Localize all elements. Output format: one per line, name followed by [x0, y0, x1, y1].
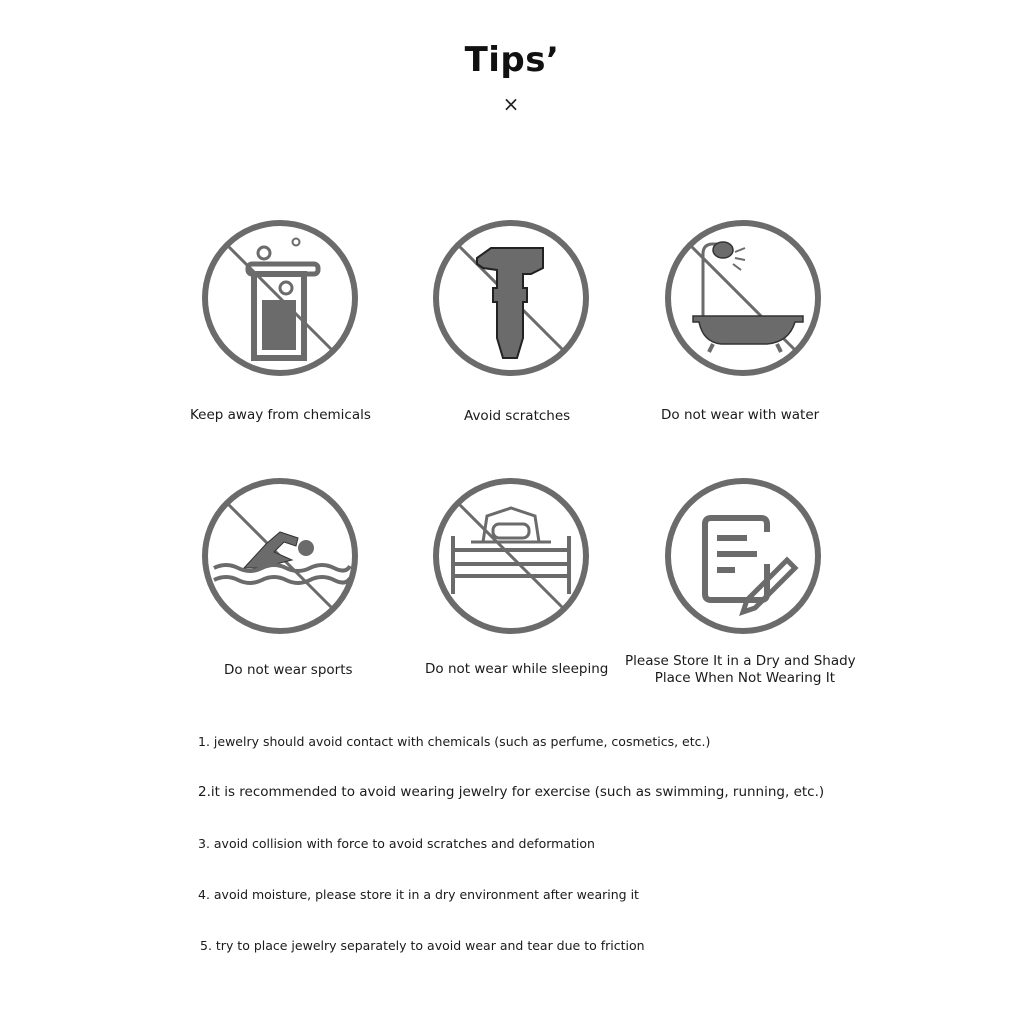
icon-label-water: Do not wear with water — [661, 407, 820, 423]
tip-item: 5. try to place jewelry separately to avoid wear and tear due to friction — [200, 938, 645, 953]
tip-item: 4. avoid moisture, please store it in a dry environment after wearing it — [198, 887, 639, 902]
scratches-prohibited-icon — [431, 218, 591, 378]
sports-prohibited-icon — [200, 476, 360, 636]
icon-label-store-line1: Please Store It in a Dry and Shady — [625, 653, 856, 669]
tip-item: 2.it is recommended to avoid wearing jewelry for exercise (such as swimming, running, etc.) — [198, 784, 825, 800]
close-icon[interactable]: × — [502, 92, 520, 116]
icon-label-chemicals: Keep away from chemicals — [190, 407, 371, 423]
page-title: Tips’ — [464, 40, 560, 80]
sleeping-prohibited-icon — [431, 476, 591, 636]
icon-label-sports: Do not wear sports — [224, 662, 353, 678]
tip-item: 3. avoid collision with force to avoid scratches and deformation — [198, 836, 595, 851]
icon-label-sleeping: Do not wear while sleeping — [425, 661, 609, 677]
water-prohibited-icon — [663, 218, 823, 378]
icon-label-scratches: Avoid scratches — [464, 408, 571, 424]
icon-label-store-line2: Place When Not Wearing It — [654, 670, 835, 686]
chemicals-prohibited-icon — [200, 218, 360, 378]
tip-item: 1. jewelry should avoid contact with chemicals (such as perfume, cosmetics, etc.) — [198, 734, 711, 749]
store-dry-icon — [663, 476, 823, 636]
